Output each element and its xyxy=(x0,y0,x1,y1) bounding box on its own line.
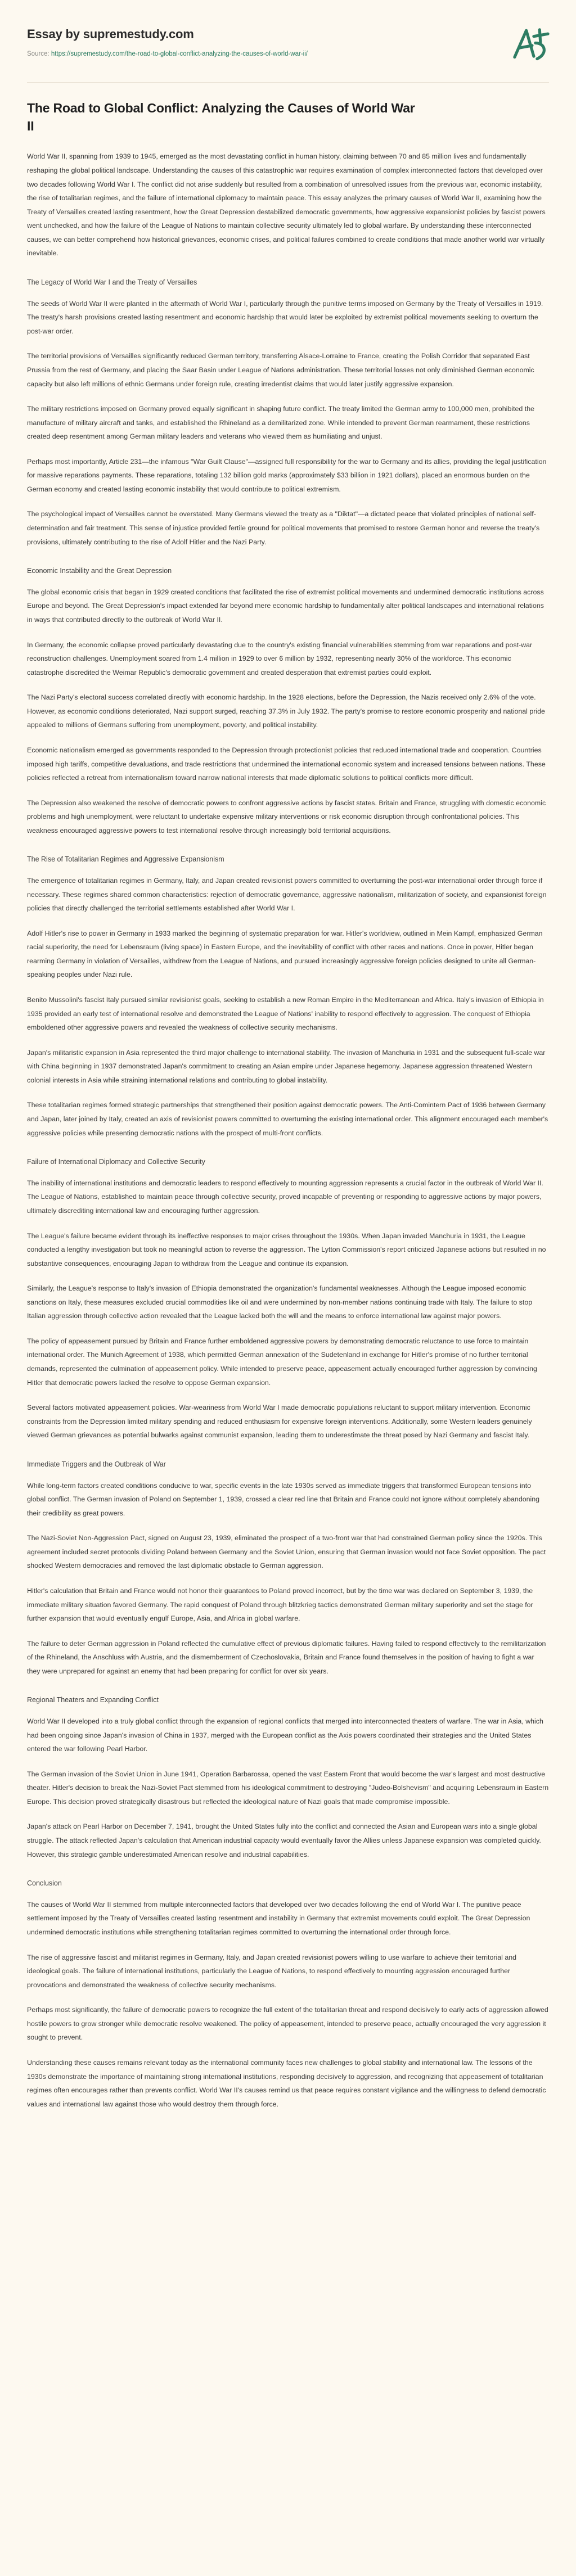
paragraph: The German invasion of the Soviet Union in June 1941, Operation Barbarossa, opened the vast Eastern Front that would become the war's largest and most destructive theater. Hitler's decision to break the Nazi-Soviet Pact stemmed from his ideological commitment to destroying "Judeo-Bolshevism" and acquiring Lebensraum in Eastern Europe. This decision proved strategically disastrous but reflected the ideological nature of Nazi goals that made compromise impossible. xyxy=(27,1770,549,1806)
page-title: The Road to Global Conflict: Analyzing the Causes of World War II xyxy=(27,101,415,133)
paragraph: Japan's attack on Pearl Harbor on December 7, 1941, brought the United States fully into the conflict and connected the Asian and European wars into a single global struggle. The attack reflected Japan's calculation that American industrial capacity would eventually favor the Allies unless Japanese expansion was completed quickly. However, this strategic gamble underestimated American resolve and industrial capabilities. xyxy=(27,1822,541,1858)
paragraph: The policy of appeasement pursued by Britain and France further emboldened aggressive powers by demonstrating democratic reluctance to use force to maintain international order. The Munich Agreement of 1938, which permitted German annexation of the Sudetenland in exchange for Hitler's promise of no further territorial demands, represented the culmination of appeasement policy. While intended to preserve peace, appeasement actually encouraged further aggression by convincing Hitler that democratic powers lacked the resolve to oppose German expansion. xyxy=(27,1337,537,1387)
paragraph: Japan's militaristic expansion in Asia represented the third major challenge to international stability. The invasion of Manchuria in 1931 and the subsequent full-scale war with China beginning in 1937 demonstrated Japan's commitment to creating an Asian empire under Japanese hegemony. Japanese aggression threatened Western colonial interests in Asia while straining international relations and contributing to global instability. xyxy=(27,1048,546,1084)
section-heading: Economic Instability and the Great Depression xyxy=(27,567,172,575)
section-heading: Failure of International Diplomacy and Collective Security xyxy=(27,1158,205,1166)
paragraph: World War II, spanning from 1939 to 1945, emerged as the most devastating conflict in human history, claiming between 70 and 85 million lives and fundamentally reshaping the global political landscape. Understanding the causes of this catastrophic war requires examination of complex interconnected factors that developed over two decades following World War I. The conflict did not arise suddenly but resulted from a combination of unresolved issues from the previous war, economic instability, the rise of totalitarian regimes, and the failure of international diplomacy to maintain peace. This essay analyzes the primary causes of World War II, examining how the Treaty of Versailles created lasting resentment, how the Great Depression destabilized democratic governments, how aggressive expansionist policies by fascist powers went unchecked, and how the failure of the League of Nations to maintain collective security ultimately led to global warfare. By understanding these interconnected causes, we can better comprehend how historical grievances, economic crises, and political failures combined to create conditions that made another world war virtually inevitable. xyxy=(27,152,546,258)
section-heading: Immediate Triggers and the Outbreak of War xyxy=(27,1460,166,1468)
brand-title: Essay by supremestudy.com xyxy=(27,27,194,41)
paragraph: The inability of international institutions and democratic leaders to respond effectively to mounting aggression represents a crucial factor in the outbreak of World War II. The League of Nations, established to maintain peace through collective security, proved incapable of preventing or responding to aggressive actions by major powers, ultimately discrediting international law and encouraging further aggression. xyxy=(27,1179,543,1215)
paragraph: While long-term factors created conditions conducive to war, specific events in the late 1930s served as immediate triggers that transformed European tensions into global conflict. The German invasion of Poland on September 1, 1939, crossed a clear red line that Britain and France could not ignore without completely abandoning their credibility as great powers. xyxy=(27,1481,540,1517)
paragraph: The Depression also weakened the resolve of democratic powers to confront aggressive actions by fascist states. Britain and France, struggling with domestic economic problems and high unemployment, were reluctant to undertake expensive military interventions or risk economic disruption through confrontational policies. This weakness encouraged aggressive powers to test international resolve through increasingly bold territorial acquisitions. xyxy=(27,798,546,834)
section-heading: The Rise of Totalitarian Regimes and Aggressive Expansionism xyxy=(27,855,224,864)
paragraph: Benito Mussolini's fascist Italy pursued similar revisionist goals, seeking to establish a new Roman Empire in the Mediterranean and Africa. Italy's invasion of Ethiopia in 1935 provided an early test of international resolve and demonstrated the League of Nations' inability to respond effectively to aggression. The conquest of Ethiopia emboldened other aggressive powers and revealed the weakness of collective security mechanisms. xyxy=(27,996,544,1032)
paragraph: Similarly, the League's response to Italy's invasion of Ethiopia demonstrated the organization's fundamental weaknesses. Although the League imposed economic sanctions on Italy, these measures excluded crucial commodities like oil and were undermined by non-member nations continuing trade with Italy. The failure to stop Italian aggression through collective action revealed that the League lacked both the will and the means to enforce international law against major powers. xyxy=(27,1284,533,1320)
article-body xyxy=(0,83,576,2111)
paragraph: The emergence of totalitarian regimes in Germany, Italy, and Japan created revisionist powers committed to overturning the post-war international order through force if necessary. These regimes shared common characteristics: rejection of democratic governance, aggressive nationalism, militarization of society, and expansionist foreign policies that directly challenged the territorial settlements established after World War I. xyxy=(27,877,547,913)
paragraph: The global economic crisis that began in 1929 created conditions that facilitated the rise of extremist political movements and undermined democratic institutions across Europe and beyond. The Great Depression's impact extended far beyond mere economic hardship to fundamentally alter political landscapes and international relations in ways that contributed directly to the outbreak of World War II. xyxy=(27,588,544,624)
paragraph: Perhaps most significantly, the failure of democratic powers to recognize the full extent of the totalitarian threat and respond decisively to early acts of aggression allowed hostile powers to grow stronger while democratic resolve weakened. The policy of appeasement, intended to preserve peace, actually encouraged the very aggression it sought to prevent. xyxy=(27,2006,548,2042)
paragraph: The military restrictions imposed on Germany proved equally significant in shaping future conflict. The treaty limited the German army to 100,000 men, prohibited the manufacture of military aircraft and tanks, and established the Rhineland as a demilitarized zone. While intended to prevent German rearmament, these restrictions created deep resentment among German military leaders and veterans who viewed them as humiliating and unjust. xyxy=(27,405,534,441)
paragraph: Perhaps most importantly, Article 231—the infamous "War Guilt Clause"—assigned full responsibility for the war to Germany and its allies, providing the legal justification for massive reparations payments. These reparations, totaling 132 billion gold marks (approximately $33 billion in 1921 dollars), placed an enormous burden on the German economy and created lasting economic instability that would contribute to political extremism. xyxy=(27,457,547,493)
section-heading: Regional Theaters and Expanding Conflict xyxy=(27,1696,159,1704)
paragraph: The failure to deter German aggression in Poland reflected the cumulative effect of previous diplomatic failures. Having failed to respond effectively to the remilitarization of the Rhineland, the Anschluss with Austria, and the dismemberment of Czechoslovakia, Britain and France found themselves in the position of having to fight a war they were unprepared for against an enemy that had been preparing for conflict for over six years. xyxy=(27,1639,546,1675)
a-plus-logo-icon xyxy=(510,21,551,63)
paragraph: Adolf Hitler's rise to power in Germany in 1933 marked the beginning of systematic preparation for war. Hitler's worldview, outlined in Mein Kampf, emphasized German racial superiority, the need for Lebensraum (living space) in Eastern Europe, and the inevitability of conflict with other races and nations. Once in power, Hitler began rearming Germany in violation of Versailles, withdrew from the League of Nations, and pursued increasingly aggressive foreign policies designed to unite all German-speaking peoples under Nazi rule. xyxy=(27,929,543,979)
paragraph: The seeds of World War II were planted in the aftermath of World War I, particularly through the punitive terms imposed on Germany by the Treaty of Versailles in 1919. The treaty's harsh provisions created lasting resentment and economic hardship that would later be exploited by extremist political movements seeking to overturn the post-war order. xyxy=(27,299,543,335)
paragraph: The territorial provisions of Versailles significantly reduced German territory, transferring Alsace-Lorraine to France, creating the Polish Corridor that separated East Prussia from the rest of Germany, and placing the Saar Basin under League of Nations administration. These territorial losses not only diminished German economic capacity but also left millions of ethnic Germans under foreign rule, creating irredentist claims that would later justify aggressive expansion. xyxy=(27,352,534,388)
paragraph: The rise of aggressive fascist and militarist regimes in Germany, Italy, and Japan created revisionist powers willing to use warfare to achieve their territorial and ideological goals. The failure of international institutions, particularly the League of Nations, to respond effectively to mounting aggression encouraged further provocations and demonstrated the weakness of collective security mechanisms. xyxy=(27,1953,517,1989)
paragraph: The psychological impact of Versailles cannot be overstated. Many Germans viewed the treaty as a "Diktat"—a dictated peace that violated principles of national self-determination and fair treatment. This sense of injustice provided fertile ground for political movements that promised to restore German honor and reverse the treaty's provisions, ultimately contributing to the rise of Adolf Hitler and the Nazi Party. xyxy=(27,510,540,546)
section-heading: Conclusion xyxy=(27,1879,62,1888)
paragraph: World War II developed into a truly global conflict through the expansion of regional conflicts that merged into interconnected theaters of warfare. The war in Asia, which had been ongoing since Japan's invasion of China in 1937, merged with the European conflict as the Axis powers coordinated their strategies and the United States entered the war following Pearl Harbor. xyxy=(27,1717,543,1753)
article-blocks xyxy=(27,150,549,2111)
page-header xyxy=(0,0,576,67)
paragraph: The Nazi Party's electoral success correlated directly with economic hardship. In the 1928 elections, before the Depression, the Nazis received only 2.6% of the vote. However, as economic conditions deteriorated, Nazi support surged, reaching 37.3% in July 1932. The party's promise to restore economic prosperity and national pride appealed to millions of Germans suffering from unemployment, poverty, and political instability. xyxy=(27,693,545,729)
paragraph: In Germany, the economic collapse proved particularly devastating due to the country's existing financial vulnerabilities stemming from war reparations and post-war reconstruction challenges. Unemployment soared from 1.4 million in 1929 to over 6 million by 1932, representing nearly 30% of the workforce. This economic catastrophe discredited the Weimar Republic's democratic government and created desperation that extremist parties could exploit. xyxy=(27,640,533,676)
paragraph: The Nazi-Soviet Non-Aggression Pact, signed on August 23, 1939, eliminated the prospect of a two-front war that had constrained German policy since the 1920s. This agreement included secret protocols dividing Poland between Germany and the Soviet Union, ensuring that German invasion would not face Soviet opposition. The pact shocked Western democracies and removed the last diplomatic obstacle to German aggression. xyxy=(27,1534,546,1570)
paragraph: These totalitarian regimes formed strategic partnerships that strengthened their position against democratic powers. The Anti-Comintern Pact of 1936 between Germany and Japan, later joined by Italy, created an axis of revisionist powers committed to overturning the existing international order. This alignment encouraged each member's aggressive policies while presenting democratic nations with the prospect of multi-front conflicts. xyxy=(27,1101,548,1137)
source-link[interactable]: https://supremestudy.com/the-road-to-global-conflict-analyzing-the-causes-of-world-war-ii/ xyxy=(51,51,308,58)
paragraph: Hitler's calculation that Britain and France would not honor their guarantees to Poland proved incorrect, but by the time war was declared on September 3, 1939, the immediate military situation favored Germany. The rapid conquest of Poland through blitzkrieg tactics demonstrated German military superiority and set the stage for further expansion that would eventually engulf Europe, Asia, and Africa in global warfare. xyxy=(27,1586,533,1623)
paragraph: The League's failure became evident through its ineffective responses to major crises throughout the 1930s. When Japan invaded Manchuria in 1931, the League conducted a lengthy investigation but took no meaningful action to reverse the aggression. The Lytton Commission's report criticized Japanese actions but resulted in no substantive consequences, encouraging Japan to withdraw from the League and continue its expansion. xyxy=(27,1231,546,1267)
section-heading: The Legacy of World War I and the Treaty of Versailles xyxy=(27,278,197,286)
paragraph: Understanding these causes remains relevant today as the international community faces new challenges to global stability and international law. The lessons of the 1930s demonstrate the importance of maintaining strong international institutions, responding decisively to aggression, and recognizing that appeasement of totalitarian regimes often encourages rather than prevents conflict. World War II's causes remind us that peace requires constant vigilance and the willingness to defend democratic values and international law against those who would destroy them through force. xyxy=(27,2058,546,2108)
source-label: Source: xyxy=(27,51,50,58)
paragraph: Economic nationalism emerged as governments responded to the Depression through protectionist policies that reduced international trade and cooperation. Countries imposed high tariffs, competitive devaluations, and trade restrictions that undermined the international economic system and increased tensions between nations. These policies reflected a retreat from internationalism toward narrow national interests that made diplomatic solutions to political conflicts more difficult. xyxy=(27,746,546,782)
paragraph: Several factors motivated appeasement policies. War-weariness from World War I made democratic populations reluctant to support military intervention. Economic constraints from the Depression limited military spending and reduced enthusiasm for expensive foreign interventions. Additionally, some Western leaders genuinely viewed German grievances as potential bulwarks against communist expansion, leading them to underestimate the threat posed by Nazi Germany and fascist Italy. xyxy=(27,1404,532,1440)
source-line xyxy=(27,49,443,60)
paragraph: The causes of World War II stemmed from multiple interconnected factors that developed over two decades following the end of World War I. The punitive peace settlement imposed by the Treaty of Versailles created lasting resentment and instability in Germany that extremist movements could exploit. The Great Depression undermined democratic institutions while strengthening totalitarian regimes committed to overturning the international order through force. xyxy=(27,1900,530,1937)
